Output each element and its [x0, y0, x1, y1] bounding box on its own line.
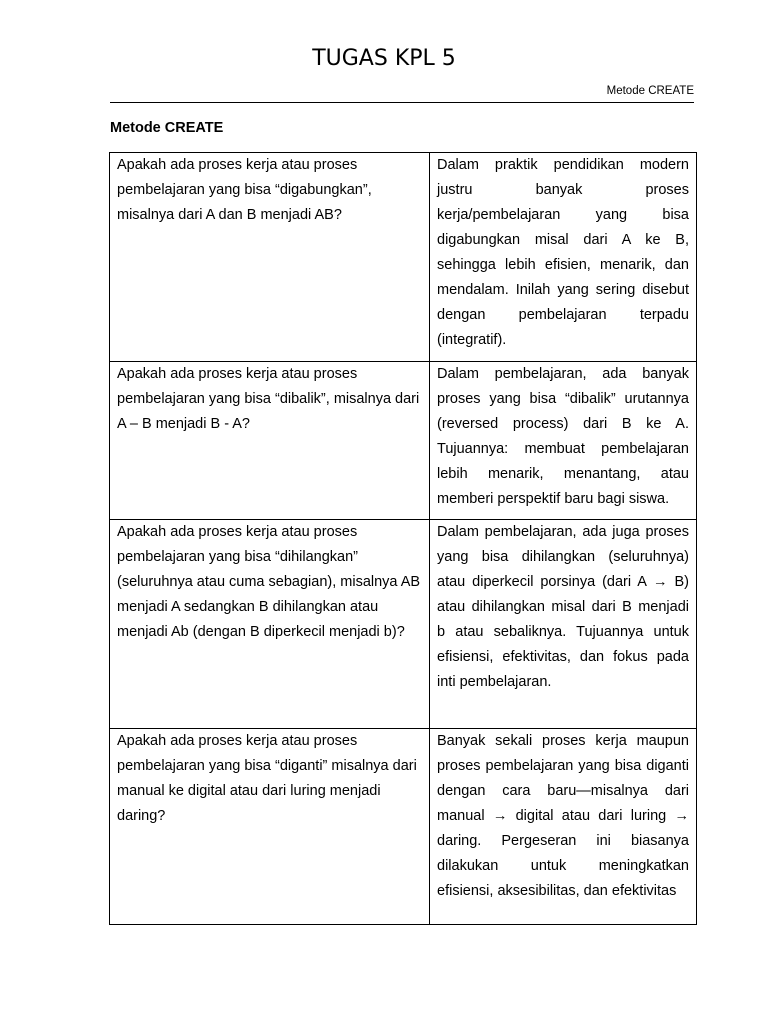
answer-text: Banyak sekali proses kerja maupun proses pembelajaran yang bisa diganti dengan cara baru—misalnya dari manual → digital atau dari luring → daring. Pergeseran ini biasanya dilakukan untuk meningkatkan efisiensi, aksesibilitas, dan efektivitas — [437, 733, 689, 899]
question-text: Apakah ada proses kerja atau proses pembelajaran yang bisa “dihilangkan” (seluruhnya atau cuma sebagian), misalnya AB menjadi A sedangkan B dihilangkan atau menjadi Ab (dengan B diperkecil menjadi b)? — [117, 524, 421, 640]
answer-cell — [430, 520, 697, 729]
document-title: TUGAS KPL 5 — [312, 46, 456, 71]
header-divider — [110, 102, 694, 103]
table-row — [110, 153, 697, 362]
answer-cell — [430, 153, 697, 362]
create-method-table — [109, 152, 697, 925]
answer-cell — [430, 729, 697, 925]
table-row — [110, 729, 697, 925]
question-cell — [110, 362, 430, 520]
running-header: Metode CREATE — [606, 85, 694, 97]
question-cell — [110, 153, 430, 362]
question-cell — [110, 520, 430, 729]
table-row — [110, 520, 697, 729]
answer-text: Dalam pembelajaran, ada juga proses yang bisa dihilangkan (seluruhnya) atau diperkecil porsinya (dari A → B) atau dihilangkan misal dari B menjadi b atau sebaliknya. Tujuannya untuk efisiensi, efektivitas, dan fokus pada inti pembelajaran. — [437, 524, 689, 690]
question-text: Apakah ada proses kerja atau proses pembelajaran yang bisa “dibalik”, misalnya dari A – B menjadi B - A? — [117, 366, 420, 432]
question-text: Apakah ada proses kerja atau proses pembelajaran yang bisa “digabungkan”, misalnya dari A dan B menjadi AB? — [117, 157, 372, 223]
question-text: Apakah ada proses kerja atau proses pembelajaran yang bisa “diganti” misalnya dari manual ke digital atau dari luring menjadi daring? — [117, 733, 417, 824]
table-row — [110, 362, 697, 520]
answer-cell — [430, 362, 697, 520]
question-cell — [110, 729, 430, 925]
answer-text: Dalam pembelajaran, ada banyak proses yang bisa “dibalik” urutannya (reversed process) dari B ke A. Tujuannya: membuat pembelajaran lebih menarik, menantang, atau memberi perspektif baru bagi siswa. — [437, 366, 689, 507]
answer-text: Dalam praktik pendidikan modern justru banyak proses kerja/pembelajaran yang bisa digabungkan misal dari A ke B, sehingga lebih efisien, menarik, dan mendalam. Inilah yang sering disebut dengan pembelajaran terpadu (integratif). — [437, 157, 689, 348]
section-heading: Metode CREATE — [110, 120, 224, 136]
